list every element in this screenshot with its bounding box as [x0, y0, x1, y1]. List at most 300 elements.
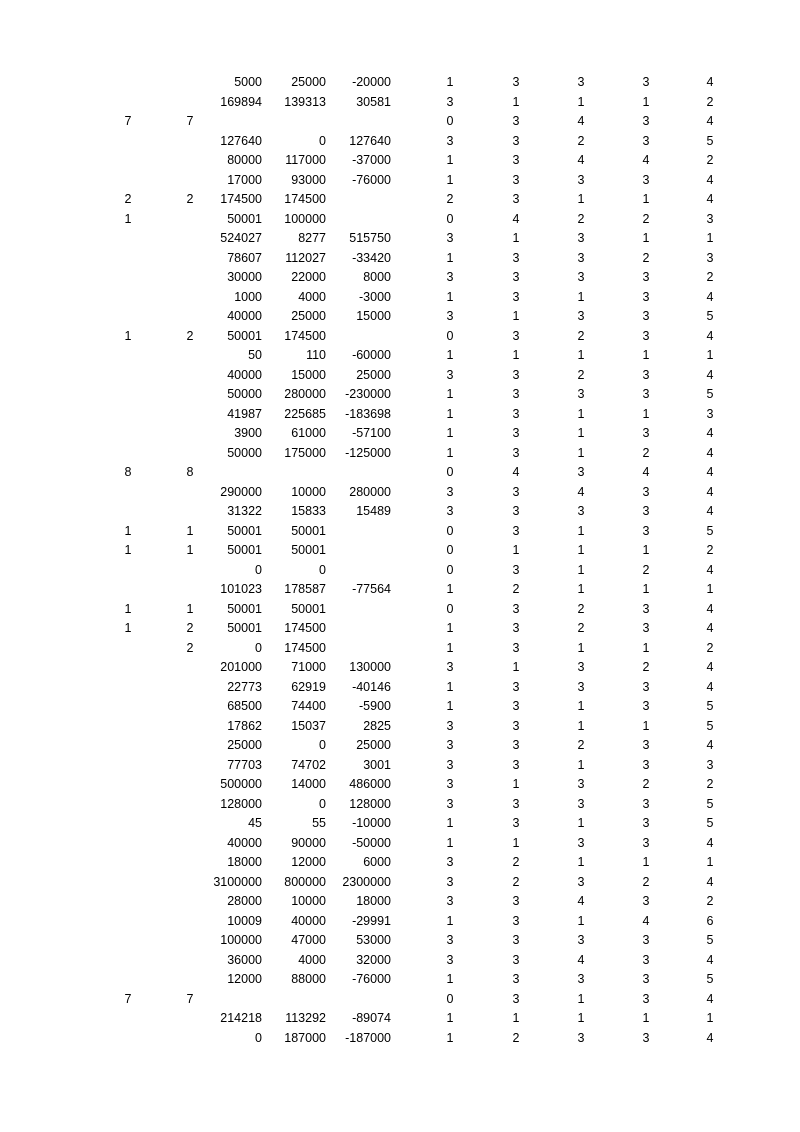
table-cell-q1: 3: [446, 874, 454, 889]
table-cell-q2: 3: [512, 133, 520, 148]
table-cell-q2: 3: [512, 933, 520, 947]
table-cell-q3: 3: [577, 75, 585, 89]
table-cell-q3: 3: [577, 387, 585, 401]
table-cell-value1: 22773: [227, 679, 262, 694]
table-cell-value1: 30000: [227, 270, 262, 284]
table-cell-q2: 3: [512, 504, 520, 518]
table-cell-value2: 4000: [298, 289, 326, 304]
table-cell-difference: 127640: [349, 133, 391, 148]
table-cell-q3: 3: [577, 874, 585, 889]
table-cell-value1: 12000: [227, 972, 262, 986]
table-cell-q3: 2: [577, 601, 585, 616]
table-cell-a: 1: [124, 523, 132, 538]
table-cell-q1: 1: [446, 289, 454, 304]
table-cell-difference: -183698: [345, 406, 391, 421]
table-cell-q3: 1: [577, 94, 585, 109]
table-cell-q1: 3: [446, 270, 454, 284]
table-cell-a: 1: [124, 543, 132, 557]
table-cell-q2: 4: [512, 465, 520, 479]
table-row: [0, 307, 800, 327]
table-cell-q5: 1: [706, 582, 714, 596]
table-cell-b: 2: [186, 192, 194, 206]
table-cell-q1: 3: [446, 796, 454, 811]
table-cell-q3: 4: [577, 484, 585, 499]
table-cell-q1: 1: [446, 445, 454, 460]
table-cell-q2: 1: [512, 660, 520, 674]
table-cell-q2: 1: [512, 348, 520, 362]
table-cell-value1: 80000: [227, 153, 262, 167]
table-cell-q2: 4: [512, 211, 520, 226]
table-cell-q5: 4: [706, 991, 714, 1006]
table-cell-difference: 515750: [349, 231, 391, 245]
table-cell-difference: -3000: [359, 289, 391, 304]
table-cell-value2: 47000: [291, 933, 326, 947]
table-row: [0, 970, 800, 990]
table-cell-value1: 0: [255, 1030, 262, 1045]
table-row: [0, 619, 800, 639]
table-cell-q4: 3: [642, 796, 650, 811]
table-row: [0, 73, 800, 93]
table-cell-a: 1: [124, 211, 132, 226]
table-cell-q2: 3: [512, 894, 520, 908]
table-cell-value1: 45: [248, 816, 262, 830]
table-cell-q3: 1: [577, 192, 585, 206]
table-cell-q3: 1: [577, 699, 585, 713]
table-cell-difference: 25000: [356, 367, 391, 382]
table-cell-q1: 1: [446, 387, 454, 401]
table-cell-difference: -76000: [352, 172, 391, 187]
table-cell-a: 2: [124, 192, 132, 206]
table-cell-q3: 3: [577, 679, 585, 694]
table-cell-value1: 290000: [220, 484, 262, 499]
table-row: [0, 600, 800, 620]
table-cell-difference: -29991: [352, 913, 391, 928]
table-cell-q4: 3: [642, 952, 650, 967]
table-row: [0, 463, 800, 483]
table-cell-q3: 1: [577, 757, 585, 772]
table-cell-value2: 225685: [284, 406, 326, 421]
table-cell-q5: 3: [706, 757, 714, 772]
table-cell-value2: 61000: [291, 426, 326, 440]
table-cell-q1: 1: [446, 426, 454, 440]
table-cell-q4: 1: [642, 406, 650, 421]
table-row: [0, 892, 800, 912]
table-cell-value2: 174500: [284, 328, 326, 343]
table-row: [0, 658, 800, 678]
table-cell-difference: 130000: [349, 660, 391, 674]
table-cell-value1: 50001: [227, 543, 262, 557]
table-cell-q3: 1: [577, 582, 585, 596]
table-cell-q5: 4: [706, 289, 714, 304]
table-cell-q2: 3: [512, 387, 520, 401]
table-cell-value1: 50001: [227, 328, 262, 343]
table-cell-difference: -187000: [345, 1030, 391, 1045]
table-cell-value2: 90000: [291, 835, 326, 850]
table-cell-q3: 1: [577, 406, 585, 421]
table-cell-q2: 3: [512, 289, 520, 304]
table-cell-q1: 1: [446, 679, 454, 694]
table-cell-a: 7: [124, 991, 132, 1006]
table-cell-q5: 5: [706, 816, 714, 830]
table-cell-value1: 78607: [227, 250, 262, 265]
table-cell-value1: 10009: [227, 913, 262, 928]
table-cell-q2: 3: [512, 75, 520, 89]
table-cell-q1: 3: [446, 504, 454, 518]
table-cell-q2: 3: [512, 445, 520, 460]
table-cell-q2: 3: [512, 406, 520, 421]
table-cell-q3: 2: [577, 211, 585, 226]
table-row: [0, 327, 800, 347]
table-cell-q3: 4: [577, 952, 585, 967]
table-cell-q2: 3: [512, 601, 520, 616]
table-row: [0, 483, 800, 503]
spreadsheet-table: [0, 73, 800, 1048]
table-cell-value2: 12000: [291, 855, 326, 869]
table-row: [0, 580, 800, 600]
table-cell-value2: 110: [306, 348, 326, 362]
table-cell-q2: 3: [512, 270, 520, 284]
table-cell-difference: -125000: [345, 445, 391, 460]
table-cell-q3: 3: [577, 835, 585, 850]
table-cell-q4: 3: [642, 894, 650, 908]
table-row: [0, 424, 800, 444]
table-cell-a: 1: [124, 601, 132, 616]
table-cell-q5: 5: [706, 972, 714, 986]
table-cell-q1: 3: [446, 231, 454, 245]
table-cell-q5: 5: [706, 133, 714, 148]
table-cell-q3: 3: [577, 270, 585, 284]
table-cell-q3: 1: [577, 718, 585, 733]
table-cell-difference: -230000: [345, 387, 391, 401]
table-cell-q5: 4: [706, 114, 714, 128]
table-cell-q5: 2: [706, 543, 714, 557]
table-cell-q5: 4: [706, 367, 714, 382]
table-cell-value2: 0: [319, 796, 326, 811]
table-cell-q5: 4: [706, 874, 714, 889]
table-cell-difference: -57100: [352, 426, 391, 440]
table-cell-q1: 0: [446, 211, 454, 226]
table-cell-q2: 1: [512, 309, 520, 323]
table-cell-value2: 55: [312, 816, 326, 830]
table-cell-q2: 3: [512, 699, 520, 713]
table-cell-q4: 3: [642, 328, 650, 343]
table-cell-b: 2: [186, 328, 194, 343]
table-cell-q5: 5: [706, 309, 714, 323]
table-cell-q1: 1: [446, 621, 454, 635]
table-cell-value2: 62919: [291, 679, 326, 694]
table-cell-value2: 50001: [291, 543, 326, 557]
table-row: [0, 795, 800, 815]
table-row: [0, 229, 800, 249]
table-cell-q4: 2: [642, 874, 650, 889]
table-cell-q2: 2: [512, 874, 520, 889]
table-cell-b: 1: [186, 601, 194, 616]
table-cell-q5: 3: [706, 406, 714, 421]
table-cell-q1: 1: [446, 835, 454, 850]
table-cell-value1: 50001: [227, 621, 262, 635]
table-cell-value1: 50001: [227, 523, 262, 538]
table-cell-q5: 2: [706, 270, 714, 284]
table-cell-value1: 36000: [227, 952, 262, 967]
table-cell-value2: 50001: [291, 601, 326, 616]
table-cell-q2: 3: [512, 913, 520, 928]
table-cell-q2: 1: [512, 94, 520, 109]
table-cell-q5: 1: [706, 855, 714, 869]
table-cell-q4: 3: [642, 699, 650, 713]
table-cell-value1: 3900: [234, 426, 262, 440]
table-cell-value2: 40000: [291, 913, 326, 928]
table-cell-q1: 1: [446, 640, 454, 655]
table-cell-q5: 4: [706, 660, 714, 674]
table-cell-q1: 3: [446, 133, 454, 148]
table-cell-value1: 201000: [220, 660, 262, 674]
table-row: [0, 931, 800, 951]
table-cell-q4: 1: [642, 855, 650, 869]
table-cell-q2: 3: [512, 991, 520, 1006]
table-cell-value2: 174500: [284, 621, 326, 635]
table-cell-q4: 1: [642, 192, 650, 206]
table-cell-value2: 15037: [291, 718, 326, 733]
table-cell-q5: 4: [706, 426, 714, 440]
table-row: [0, 112, 800, 132]
table-cell-difference: 15000: [356, 309, 391, 323]
table-cell-b: 2: [186, 621, 194, 635]
table-cell-q1: 3: [446, 718, 454, 733]
table-cell-value1: 68500: [227, 699, 262, 713]
table-row: [0, 268, 800, 288]
table-row: [0, 561, 800, 581]
table-cell-difference: 30581: [356, 94, 391, 109]
table-cell-difference: 280000: [349, 484, 391, 499]
table-cell-q4: 2: [642, 660, 650, 674]
table-cell-q5: 5: [706, 933, 714, 947]
table-cell-q1: 3: [446, 757, 454, 772]
table-cell-q4: 3: [642, 484, 650, 499]
table-cell-q3: 1: [577, 445, 585, 460]
table-cell-q2: 3: [512, 562, 520, 577]
table-cell-q4: 1: [642, 231, 650, 245]
table-cell-value2: 139313: [284, 94, 326, 109]
table-cell-value1: 500000: [220, 777, 262, 791]
table-cell-q4: 4: [642, 153, 650, 167]
table-cell-q5: 5: [706, 523, 714, 538]
table-cell-q2: 3: [512, 153, 520, 167]
table-row: [0, 249, 800, 269]
table-cell-value2: 93000: [291, 172, 326, 187]
table-cell-value2: 174500: [284, 192, 326, 206]
table-cell-difference: -37000: [352, 153, 391, 167]
table-cell-q3: 1: [577, 913, 585, 928]
table-row: [0, 190, 800, 210]
table-cell-q1: 3: [446, 484, 454, 499]
table-cell-value1: 174500: [220, 192, 262, 206]
table-cell-q5: 4: [706, 328, 714, 343]
table-cell-q4: 1: [642, 543, 650, 557]
table-cell-q4: 3: [642, 1030, 650, 1045]
table-cell-value2: 22000: [291, 270, 326, 284]
table-cell-q4: 3: [642, 309, 650, 323]
table-cell-q4: 4: [642, 465, 650, 479]
table-cell-difference: -76000: [352, 972, 391, 986]
table-cell-q4: 3: [642, 601, 650, 616]
table-cell-q3: 1: [577, 640, 585, 655]
table-cell-value1: 40000: [227, 367, 262, 382]
table-cell-value1: 17000: [227, 172, 262, 187]
table-cell-q3: 3: [577, 1030, 585, 1045]
table-cell-q3: 1: [577, 855, 585, 869]
table-cell-q4: 3: [642, 816, 650, 830]
table-cell-value2: 10000: [291, 484, 326, 499]
table-cell-value2: 14000: [291, 777, 326, 791]
table-cell-q1: 1: [446, 1011, 454, 1025]
table-cell-q4: 2: [642, 445, 650, 460]
table-cell-q2: 2: [512, 582, 520, 596]
table-row: [0, 775, 800, 795]
table-cell-q4: 3: [642, 387, 650, 401]
table-cell-q2: 3: [512, 816, 520, 830]
table-cell-q3: 1: [577, 426, 585, 440]
table-cell-q4: 3: [642, 172, 650, 187]
table-cell-q3: 3: [577, 933, 585, 947]
table-cell-b: 7: [186, 991, 194, 1006]
table-cell-q2: 3: [512, 738, 520, 752]
table-cell-q2: 1: [512, 543, 520, 557]
table-cell-value1: 50000: [227, 445, 262, 460]
table-cell-value2: 74702: [291, 757, 326, 772]
table-cell-q3: 1: [577, 289, 585, 304]
table-cell-value1: 101023: [220, 582, 262, 596]
table-cell-q5: 4: [706, 75, 714, 89]
table-cell-q5: 5: [706, 387, 714, 401]
table-cell-q5: 5: [706, 718, 714, 733]
table-row: [0, 132, 800, 152]
table-cell-q1: 1: [446, 172, 454, 187]
table-cell-q5: 4: [706, 835, 714, 850]
table-cell-q4: 3: [642, 621, 650, 635]
table-cell-q3: 3: [577, 796, 585, 811]
table-cell-q5: 2: [706, 94, 714, 109]
table-cell-q4: 4: [642, 913, 650, 928]
table-cell-q5: 3: [706, 250, 714, 265]
table-cell-difference: -33420: [352, 250, 391, 265]
table-cell-q5: 4: [706, 465, 714, 479]
table-cell-q2: 1: [512, 1011, 520, 1025]
table-cell-value1: 127640: [220, 133, 262, 148]
table-cell-q2: 3: [512, 718, 520, 733]
table-cell-value2: 113292: [285, 1011, 326, 1025]
table-cell-q5: 5: [706, 699, 714, 713]
table-row: [0, 1009, 800, 1029]
table-cell-q4: 3: [642, 426, 650, 440]
table-cell-value2: 8277: [298, 231, 326, 245]
table-cell-q2: 3: [512, 250, 520, 265]
table-cell-value1: 18000: [227, 855, 262, 869]
table-row: [0, 346, 800, 366]
table-cell-value1: 100000: [220, 933, 262, 947]
table-cell-q2: 3: [512, 114, 520, 128]
table-cell-q4: 3: [642, 991, 650, 1006]
table-cell-value2: 174500: [284, 640, 326, 655]
table-cell-q1: 3: [446, 855, 454, 869]
table-cell-q3: 1: [577, 348, 585, 362]
table-cell-value1: 1000: [234, 289, 262, 304]
table-cell-q4: 3: [642, 523, 650, 538]
table-cell-q5: 4: [706, 172, 714, 187]
table-cell-b: 8: [186, 465, 194, 479]
table-cell-q4: 3: [642, 367, 650, 382]
table-cell-q3: 3: [577, 777, 585, 791]
table-cell-q4: 1: [642, 348, 650, 362]
table-cell-value2: 100000: [284, 211, 326, 226]
table-cell-q4: 2: [642, 562, 650, 577]
table-cell-q5: 1: [706, 231, 714, 245]
table-cell-q3: 1: [577, 816, 585, 830]
table-cell-q4: 3: [642, 679, 650, 694]
table-cell-q1: 0: [446, 543, 454, 557]
table-cell-value2: 25000: [291, 75, 326, 89]
table-cell-value2: 71000: [291, 660, 326, 674]
table-cell-q3: 3: [577, 309, 585, 323]
table-cell-q4: 1: [642, 1011, 650, 1025]
table-cell-difference: 25000: [356, 738, 391, 752]
table-row: [0, 990, 800, 1010]
table-cell-q3: 4: [577, 894, 585, 908]
table-cell-q5: 2: [706, 153, 714, 167]
table-cell-q1: 3: [446, 933, 454, 947]
table-row: [0, 834, 800, 854]
table-cell-q1: 3: [446, 738, 454, 752]
table-cell-difference: 8000: [363, 270, 391, 284]
table-cell-value2: 25000: [291, 309, 326, 323]
table-cell-value2: 15000: [291, 367, 326, 382]
table-cell-q4: 3: [642, 270, 650, 284]
table-cell-q4: 1: [642, 582, 650, 596]
table-cell-q2: 3: [512, 523, 520, 538]
table-cell-q3: 3: [577, 231, 585, 245]
table-row: [0, 873, 800, 893]
table-row: [0, 288, 800, 308]
table-row: [0, 502, 800, 522]
table-cell-q4: 3: [642, 114, 650, 128]
table-cell-q3: 3: [577, 660, 585, 674]
table-row: [0, 912, 800, 932]
table-cell-q2: 3: [512, 328, 520, 343]
table-cell-value2: 175000: [284, 445, 326, 460]
table-cell-q1: 3: [446, 894, 454, 908]
table-cell-q3: 4: [577, 114, 585, 128]
table-row: [0, 697, 800, 717]
table-row: [0, 678, 800, 698]
table-cell-difference: 6000: [363, 855, 391, 869]
table-cell-value2: 74400: [291, 699, 326, 713]
table-row: [0, 385, 800, 405]
table-cell-difference: -89074: [352, 1011, 391, 1025]
table-cell-difference: -60000: [352, 348, 391, 362]
table-cell-q5: 4: [706, 1030, 714, 1045]
table-cell-a: 8: [124, 465, 132, 479]
table-cell-value1: 128000: [220, 796, 262, 811]
table-cell-difference: -77564: [352, 582, 391, 596]
table-row: [0, 1029, 800, 1049]
table-cell-q3: 1: [577, 523, 585, 538]
table-cell-b: 7: [186, 114, 194, 128]
table-cell-a: 1: [124, 621, 132, 635]
table-cell-q4: 3: [642, 972, 650, 986]
table-cell-q3: 3: [577, 504, 585, 518]
table-cell-value1: 77703: [227, 757, 262, 772]
table-cell-q1: 0: [446, 114, 454, 128]
table-row: [0, 717, 800, 737]
